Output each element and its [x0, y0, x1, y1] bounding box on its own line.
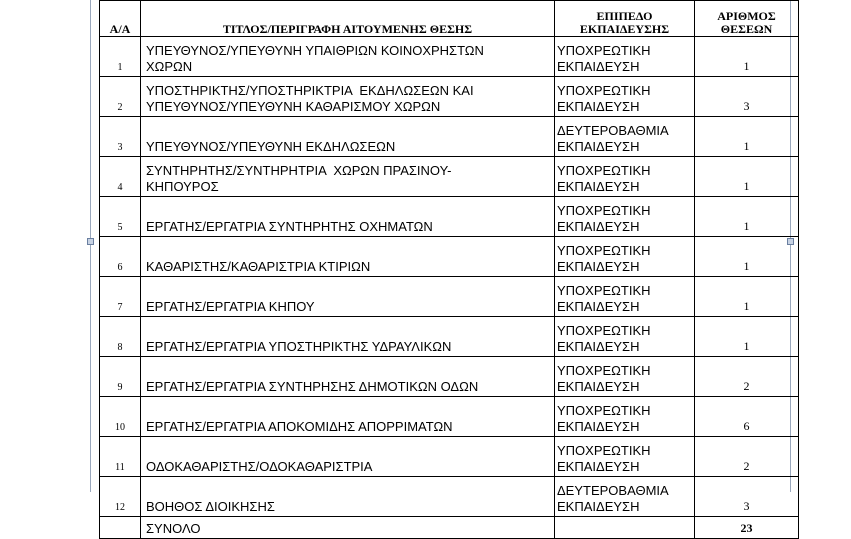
total-level-cell: [555, 517, 695, 539]
row-level-line1: ΥΠΟΧΡΕΩΤΙΚΗ: [557, 283, 651, 298]
row-title-line2: ΥΠΕΥΘΥΝΟΣ/ΥΠΕΥΘΥΝΗ ΕΚΔΗΛΩΣΕΩΝ: [146, 139, 396, 154]
table-row: [100, 197, 799, 237]
total-number-cell: [100, 517, 141, 539]
table-row: [100, 117, 799, 157]
table-header-row: [100, 1, 799, 37]
row-title-line2: ΧΩΡΩΝ: [146, 59, 193, 74]
row-title: [141, 397, 555, 437]
row-level-line2: ΕΚΠΑΙΔΕΥΣΗ: [557, 499, 640, 514]
header-title: ΤΙΤΛΟΣ/ΠΕΡΙΓΡΑΦΗ ΑΙΤΟΥΜΕΝΗΣ ΘΕΣΗΣ: [141, 1, 555, 37]
table-row: [100, 157, 799, 197]
row-number: 1: [100, 37, 141, 77]
row-title: [141, 317, 555, 357]
row-level-line2: ΕΚΠΑΙΔΕΥΣΗ: [557, 179, 640, 194]
row-level: [555, 277, 695, 317]
header-count: [695, 1, 799, 37]
row-level: [555, 437, 695, 477]
header-count-line1: ΑΡΙΘΜΟΣ: [717, 9, 776, 23]
row-level: [555, 397, 695, 437]
row-count: 1: [695, 37, 799, 77]
row-number: 6: [100, 237, 141, 277]
row-title-line2: ΒΟΗΘΟΣ ΔΙΟΙΚΗΣΗΣ: [146, 499, 275, 514]
row-level: [555, 317, 695, 357]
row-title-line2: ΕΡΓΑΤΗΣ/ΕΡΓΑΤΡΙΑ ΑΠΟΚΟΜΙΔΗΣ ΑΠΟΡΡΙΜΑΤΩΝ: [146, 419, 453, 434]
row-title-line1: ΥΠΕΥΘΥΝΟΣ/ΥΠΕΥΘΥΝΗ ΥΠΑΙΘΡΙΩΝ ΚΟΙΝΟΧΡΗΣΤΩΝ: [146, 43, 484, 58]
row-title-line2: ΕΡΓΑΤΗΣ/ΕΡΓΑΤΡΙΑ ΚΗΠΟΥ: [146, 299, 315, 314]
row-count: 1: [695, 237, 799, 277]
row-level: [555, 37, 695, 77]
table-row: [100, 77, 799, 117]
row-level-line1: ΥΠΟΧΡΕΩΤΙΚΗ: [557, 403, 651, 418]
row-count: 1: [695, 277, 799, 317]
row-title: [141, 37, 555, 77]
row-count: 3: [695, 477, 799, 517]
row-level-line1: ΥΠΟΧΡΕΩΤΙΚΗ: [557, 443, 651, 458]
row-title: [141, 477, 555, 517]
row-level: [555, 117, 695, 157]
row-level: [555, 157, 695, 197]
row-title-line1: ΥΠΟΣΤΗΡΙΚΤΗΣ/ΥΠΟΣΤΗΡΙΚΤΡΙΑ ΕΚΔΗΛΩΣΕΩΝ ΚΑΙ: [146, 83, 474, 98]
row-level: [555, 197, 695, 237]
table-total-row: [100, 517, 799, 539]
row-title-line2: ΚΑΘΑΡΙΣΤΗΣ/ΚΑΘΑΡΙΣΤΡΙΑ ΚΤΙΡΙΩΝ: [146, 259, 371, 274]
row-number: 4: [100, 157, 141, 197]
row-title-line2: ΚΗΠΟΥΡΟΣ: [146, 179, 219, 194]
row-number: 3: [100, 117, 141, 157]
total-label: ΣΥΝΟΛΟ: [141, 517, 555, 539]
positions-table-container: [99, 0, 799, 539]
row-count: 6: [695, 397, 799, 437]
row-title: [141, 437, 555, 477]
row-level-line2: ΕΚΠΑΙΔΕΥΣΗ: [557, 59, 640, 74]
row-title-line2: ΕΡΓΑΤΗΣ/ΕΡΓΑΤΡΙΑ ΣΥΝΤΗΡΗΤΗΣ ΟΧΗΜΑΤΩΝ: [146, 219, 433, 234]
row-count: 1: [695, 317, 799, 357]
row-level-line1: ΥΠΟΧΡΕΩΤΙΚΗ: [557, 363, 651, 378]
row-number: 8: [100, 317, 141, 357]
left-margin-marker-icon[interactable]: [87, 238, 94, 245]
row-level-line2: ΕΚΠΑΙΔΕΥΣΗ: [557, 379, 640, 394]
row-title-line2: ΥΠΕΥΘΥΝΟΣ/ΥΠΕΥΘΥΝΗ ΚΑΘΑΡΙΣΜΟΥ ΧΩΡΩΝ: [146, 99, 441, 114]
table-row: [100, 437, 799, 477]
header-level-line2: ΕΚΠΑΙΔΕΥΣΗΣ: [579, 22, 670, 36]
header-level: [555, 1, 695, 37]
row-number: 12: [100, 477, 141, 517]
row-level-line1: ΥΠΟΧΡΕΩΤΙΚΗ: [557, 163, 651, 178]
row-number: 7: [100, 277, 141, 317]
row-level-line1: ΥΠΟΧΡΕΩΤΙΚΗ: [557, 323, 651, 338]
row-count: 2: [695, 357, 799, 397]
table-row: [100, 477, 799, 517]
table-row: [100, 397, 799, 437]
table-row: [100, 357, 799, 397]
row-level-line1: ΔΕΥΤΕΡΟΒΑΘΜΙΑ: [557, 123, 669, 138]
row-level-line1: ΥΠΟΧΡΕΩΤΙΚΗ: [557, 43, 651, 58]
row-level-line2: ΕΚΠΑΙΔΕΥΣΗ: [557, 299, 640, 314]
row-count: 3: [695, 77, 799, 117]
row-level-line1: ΥΠΟΧΡΕΩΤΙΚΗ: [557, 243, 651, 258]
row-level: [555, 77, 695, 117]
positions-table: [99, 0, 799, 539]
row-level-line2: ΕΚΠΑΙΔΕΥΣΗ: [557, 99, 640, 114]
row-title-line2: ΟΔΟΚΑΘΑΡΙΣΤΗΣ/ΟΔΟΚΑΘΑΡΙΣΤΡΙΑ: [146, 459, 373, 474]
row-title: [141, 117, 555, 157]
row-title: [141, 77, 555, 117]
row-level: [555, 237, 695, 277]
row-number: 11: [100, 437, 141, 477]
row-title-line2: ΕΡΓΑΤΗΣ/ΕΡΓΑΤΡΙΑ ΥΠΟΣΤΗΡΙΚΤΗΣ ΥΔΡΑΥΛΙΚΩΝ: [146, 339, 452, 354]
table-row: [100, 277, 799, 317]
row-level-line2: ΕΚΠΑΙΔΕΥΣΗ: [557, 259, 640, 274]
header-level-line1: ΕΠΙΠΕΔΟ: [596, 9, 653, 23]
row-number: 10: [100, 397, 141, 437]
row-number: 2: [100, 77, 141, 117]
row-count: 1: [695, 117, 799, 157]
row-title: [141, 277, 555, 317]
table-row: [100, 237, 799, 277]
row-level-line1: ΔΕΥΤΕΡΟΒΑΘΜΙΑ: [557, 483, 669, 498]
row-level-line1: ΥΠΟΧΡΕΩΤΙΚΗ: [557, 203, 651, 218]
row-title-line1: ΣΥΝΤΗΡΗΤΗΣ/ΣΥΝΤΗΡΗΤΡΙΑ ΧΩΡΩΝ ΠΡΑΣΙΝΟΥ-: [146, 163, 452, 178]
row-title: [141, 237, 555, 277]
total-count: 23: [695, 517, 799, 539]
row-count: 2: [695, 437, 799, 477]
row-level-line2: ΕΚΠΑΙΔΕΥΣΗ: [557, 419, 640, 434]
row-title: [141, 357, 555, 397]
row-level-line2: ΕΚΠΑΙΔΕΥΣΗ: [557, 339, 640, 354]
header-no: Α/Α: [100, 1, 141, 37]
row-title-line2: ΕΡΓΑΤΗΣ/ΕΡΓΑΤΡΙΑ ΣΥΝΤΗΡΗΣΗΣ ΔΗΜΟΤΙΚΩΝ ΟΔΩΝ: [146, 379, 479, 394]
row-title: [141, 197, 555, 237]
row-level: [555, 357, 695, 397]
row-level-line2: ΕΚΠΑΙΔΕΥΣΗ: [557, 139, 640, 154]
row-title: [141, 157, 555, 197]
row-level-line2: ΕΚΠΑΙΔΕΥΣΗ: [557, 459, 640, 474]
table-row: [100, 37, 799, 77]
row-count: 1: [695, 197, 799, 237]
row-level-line2: ΕΚΠΑΙΔΕΥΣΗ: [557, 219, 640, 234]
row-level: [555, 477, 695, 517]
row-count: 1: [695, 157, 799, 197]
row-number: 5: [100, 197, 141, 237]
header-count-line2: ΘΕΣΕΩΝ: [720, 22, 773, 36]
row-number: 9: [100, 357, 141, 397]
row-level-line1: ΥΠΟΧΡΕΩΤΙΚΗ: [557, 83, 651, 98]
table-row: [100, 317, 799, 357]
page-margin-left: [90, 0, 91, 492]
